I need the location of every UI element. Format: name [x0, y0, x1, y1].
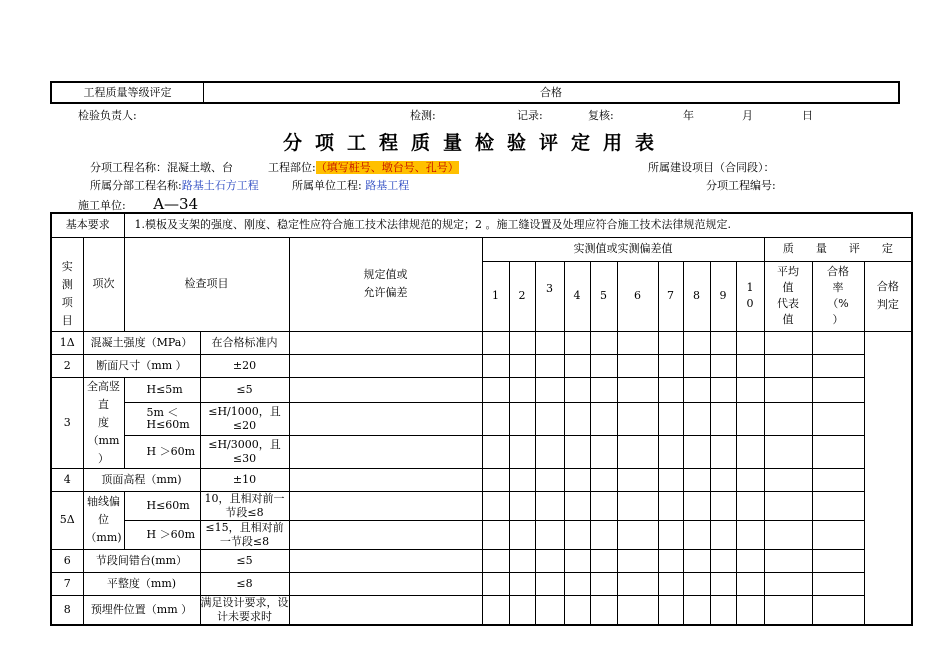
measure-cell[interactable] [590, 377, 617, 403]
measure-cell[interactable] [617, 468, 658, 491]
measure-cell[interactable] [736, 491, 764, 520]
measure-cell[interactable] [812, 549, 864, 572]
check-item: 轴线偏位 （mm) [83, 491, 124, 549]
measure-cell[interactable] [590, 491, 617, 520]
unit-value: 路基工程 [365, 179, 410, 192]
check-condition: H ＞60m [124, 435, 200, 468]
review-label: 复核: [588, 109, 614, 122]
measure-col-3: 3 [535, 261, 564, 331]
table-row [51, 520, 912, 549]
table-row [51, 549, 912, 572]
measure-cell[interactable] [658, 520, 683, 549]
check-item: 顶面高程（mm) [83, 468, 200, 491]
measure-cell[interactable] [812, 354, 864, 377]
inspector-label: 检验负责人: [78, 109, 137, 122]
measure-cell[interactable] [658, 435, 683, 468]
unit-label: 所属单位工程: [292, 179, 362, 192]
measure-cell[interactable] [812, 468, 864, 491]
basic-req-text: 1.模板及支架的强度、刚度、稳定性应符合施工技术法律规范的规定；2 。施工缝设置及处理应符合施工技术法律规范规定. [124, 213, 912, 237]
spec-value: ±20 [200, 354, 289, 377]
measure-cell[interactable] [590, 468, 617, 491]
measure-cell[interactable] [764, 549, 812, 572]
measure-cell[interactable] [764, 331, 812, 354]
measure-cell[interactable] [289, 435, 482, 468]
measure-cell[interactable] [289, 331, 482, 354]
measure-cell[interactable] [812, 403, 864, 436]
measure-cell[interactable] [509, 491, 535, 520]
record-label: 记录: [517, 109, 543, 122]
measure-cell[interactable] [710, 377, 736, 403]
col-spec: 规定值或 允许偏差 [289, 237, 482, 331]
item-no: 1Δ [51, 331, 83, 354]
measure-cell[interactable] [617, 403, 658, 436]
measure-cell[interactable] [710, 549, 736, 572]
measure-cell[interactable] [812, 377, 864, 403]
part-value: （填写桩号、墩台号、孔号） [315, 161, 459, 174]
measure-cell[interactable] [736, 354, 764, 377]
measure-cell[interactable] [535, 520, 564, 549]
division-label: 所属分部工程名称: [90, 179, 182, 192]
measure-cell[interactable] [564, 491, 590, 520]
measure-cell[interactable] [564, 403, 590, 436]
measure-cell[interactable] [658, 331, 683, 354]
measure-cell[interactable] [764, 468, 812, 491]
page-title: 分项工程质量检验评定用表 [282, 132, 667, 154]
division-value: 路基土石方工程 [181, 179, 259, 192]
measure-cell[interactable] [812, 435, 864, 468]
item-no: 5Δ [51, 491, 83, 549]
measure-cell[interactable] [564, 520, 590, 549]
measure-cell[interactable] [482, 572, 509, 595]
measure-cell[interactable] [683, 403, 710, 436]
measure-cell[interactable] [683, 377, 710, 403]
check-condition: H ＞60m [124, 520, 200, 549]
measure-cell[interactable] [564, 331, 590, 354]
measure-cell[interactable] [710, 491, 736, 520]
table-row [51, 403, 912, 436]
measure-cell[interactable] [812, 595, 864, 625]
measure-cell[interactable] [564, 549, 590, 572]
measure-cell[interactable] [590, 435, 617, 468]
measure-cell[interactable] [289, 549, 482, 572]
measure-cell[interactable] [535, 491, 564, 520]
measure-cell[interactable] [710, 572, 736, 595]
measure-cell[interactable] [482, 403, 509, 436]
grade-label: 工程质量等级评定 [52, 83, 204, 102]
measure-cell[interactable] [710, 331, 736, 354]
measure-cell[interactable] [535, 468, 564, 491]
check-item: 预埋件位置（mm ） [83, 595, 200, 625]
header-row-1 [51, 237, 912, 261]
measure-cell[interactable] [683, 595, 710, 625]
measure-cell[interactable] [535, 549, 564, 572]
measure-col-10: 1 0 [736, 261, 764, 331]
table-row [51, 491, 912, 520]
measure-cell[interactable] [509, 595, 535, 625]
sub-no-label: 分项工程编号: [706, 179, 776, 192]
table-row [51, 377, 912, 403]
measure-cell[interactable] [289, 572, 482, 595]
inspection-table [50, 212, 913, 626]
measure-cell[interactable] [617, 595, 658, 625]
measure-cell[interactable] [764, 572, 812, 595]
spec-value: ≤8 [200, 572, 289, 595]
item-no: 4 [51, 468, 83, 491]
col-quality: 质 量 评 定 [764, 237, 912, 261]
measure-cell[interactable] [564, 572, 590, 595]
check-item: 混凝土强度（MPa） [83, 331, 200, 354]
measure-cell[interactable] [736, 595, 764, 625]
measure-cell[interactable] [289, 520, 482, 549]
measure-cell[interactable] [590, 354, 617, 377]
measure-cell[interactable] [658, 549, 683, 572]
measure-cell[interactable] [482, 354, 509, 377]
contractor-label: 施工单位: [78, 199, 126, 212]
measure-cell[interactable] [564, 595, 590, 625]
measure-cell[interactable] [658, 595, 683, 625]
measure-cell[interactable] [564, 468, 590, 491]
measure-cell[interactable] [812, 491, 864, 520]
measure-cell[interactable] [764, 403, 812, 436]
measure-cell[interactable] [535, 403, 564, 436]
measure-cell[interactable] [683, 354, 710, 377]
measure-cell[interactable] [482, 468, 509, 491]
grade-value: 合格 [540, 86, 562, 99]
spec-value: ≤H/3000，且≤30 [200, 435, 289, 468]
table-row [51, 595, 912, 625]
measure-cell[interactable] [764, 595, 812, 625]
check-item: 节段间错台(mm） [83, 549, 200, 572]
measure-cell[interactable] [710, 403, 736, 436]
detect-label: 检测: [410, 109, 436, 122]
measure-cell[interactable] [617, 520, 658, 549]
measure-cell[interactable] [710, 354, 736, 377]
measured-label: 实 测 项 目 [51, 237, 83, 331]
measure-cell[interactable] [590, 520, 617, 549]
item-no: 8 [51, 595, 83, 625]
part-label: 工程部位: [268, 161, 316, 174]
day-label: 日 [802, 109, 813, 122]
contractor-value: A—34 [153, 195, 199, 213]
check-item: 平整度（mm) [83, 572, 200, 595]
measure-cell[interactable] [482, 491, 509, 520]
col-judge: 合格 判定 [864, 261, 912, 331]
measure-cell[interactable] [736, 520, 764, 549]
measure-cell[interactable] [482, 520, 509, 549]
measure-cell[interactable] [617, 354, 658, 377]
measure-cell[interactable] [617, 572, 658, 595]
basic-req-label: 基本要求 [51, 213, 124, 237]
measure-cell[interactable] [590, 549, 617, 572]
measure-cell[interactable] [683, 520, 710, 549]
measure-cell[interactable] [736, 468, 764, 491]
measure-col-5: 5 [590, 261, 617, 331]
measure-cell[interactable] [509, 377, 535, 403]
table-row [51, 331, 912, 354]
check-item: 全高竖直 度 （mm ） [83, 377, 124, 468]
measure-cell[interactable] [617, 435, 658, 468]
measure-cell[interactable] [812, 331, 864, 354]
measure-cell[interactable] [535, 595, 564, 625]
measure-cell[interactable] [289, 403, 482, 436]
measure-cell[interactable] [289, 354, 482, 377]
measure-cell[interactable] [509, 549, 535, 572]
measure-cell[interactable] [509, 520, 535, 549]
measure-cell[interactable] [535, 572, 564, 595]
measure-cell[interactable] [482, 377, 509, 403]
measure-cell[interactable] [736, 572, 764, 595]
measure-cell[interactable] [764, 354, 812, 377]
measure-cell[interactable] [736, 549, 764, 572]
measure-cell[interactable] [617, 549, 658, 572]
measure-col-9: 9 [710, 261, 736, 331]
item-no: 7 [51, 572, 83, 595]
col-check-item: 检查项目 [124, 237, 289, 331]
measure-cell[interactable] [736, 403, 764, 436]
measure-cell[interactable] [289, 468, 482, 491]
measure-cell[interactable] [764, 491, 812, 520]
col-rate: 合格 率 （% ） [812, 261, 864, 331]
item-no: 6 [51, 549, 83, 572]
measure-cell[interactable] [509, 572, 535, 595]
measure-cell[interactable] [289, 377, 482, 403]
table-row [51, 435, 912, 468]
measure-cell[interactable] [535, 435, 564, 468]
measure-col-1: 1 [482, 261, 509, 331]
spec-value: ≤5 [200, 377, 289, 403]
measure-cell[interactable] [683, 435, 710, 468]
measure-cell[interactable] [658, 572, 683, 595]
measure-cell[interactable] [658, 468, 683, 491]
measure-cell[interactable] [710, 468, 736, 491]
measure-cell[interactable] [482, 435, 509, 468]
measure-col-2: 2 [509, 261, 535, 331]
project-label: 所属建设项目（合同段）： [648, 161, 775, 174]
spec-value: ≤5 [200, 549, 289, 572]
table-row [51, 354, 912, 377]
measure-cell[interactable] [509, 403, 535, 436]
col-avg: 平均 值 代表 值 [764, 261, 812, 331]
spec-value: 在合格标准内 [200, 331, 289, 354]
check-condition: 5m ＜ H≤60m [124, 403, 200, 436]
spec-value: ≤H/1000，且≤20 [200, 403, 289, 436]
sub-name-label: 分项工程名称： [90, 161, 167, 174]
measure-cell[interactable] [710, 520, 736, 549]
measure-cell[interactable] [482, 595, 509, 625]
measure-cell[interactable] [736, 331, 764, 354]
measure-cell[interactable] [509, 354, 535, 377]
item-no: 3 [51, 377, 83, 468]
measure-cell[interactable] [710, 435, 736, 468]
measure-cell[interactable] [812, 520, 864, 549]
year-label: 年 [683, 109, 694, 122]
measure-cell[interactable] [736, 377, 764, 403]
spec-value: 满足设计要求，设计未要求时 [200, 595, 289, 623]
measure-col-7: 7 [658, 261, 683, 331]
col-measured: 实测值或实测偏差值 [482, 237, 764, 261]
measure-cell[interactable] [564, 377, 590, 403]
measure-cell[interactable] [617, 331, 658, 354]
spec-value: ≤15，且相对前一节段≤8 [200, 520, 289, 549]
spec-value: ±10 [200, 468, 289, 491]
measure-cell[interactable] [658, 491, 683, 520]
measure-cell[interactable] [509, 331, 535, 354]
measure-cell[interactable] [617, 491, 658, 520]
measure-cell[interactable] [289, 595, 482, 625]
sub-name-value: 混凝土墩、台 [167, 161, 233, 174]
measure-cell[interactable] [564, 435, 590, 468]
check-condition: H≤5m [124, 377, 200, 403]
measure-cell[interactable] [535, 354, 564, 377]
measure-cell[interactable] [509, 468, 535, 491]
measure-cell[interactable] [658, 377, 683, 403]
table-row [51, 468, 912, 491]
measure-cell[interactable] [482, 331, 509, 354]
measure-cell[interactable] [764, 520, 812, 549]
measure-cell[interactable] [764, 435, 812, 468]
measure-cell[interactable] [590, 572, 617, 595]
measure-cell[interactable] [535, 377, 564, 403]
measure-cell[interactable] [736, 435, 764, 468]
check-item: 断面尺寸（mm ） [83, 354, 200, 377]
measure-cell[interactable] [764, 377, 812, 403]
check-condition: H≤60m [124, 491, 200, 520]
measure-cell[interactable] [812, 572, 864, 595]
measure-cell[interactable] [683, 468, 710, 491]
col-item-no: 项次 [83, 237, 124, 331]
measure-cell[interactable] [535, 331, 564, 354]
measure-col-8: 8 [683, 261, 710, 331]
measure-cell[interactable] [289, 491, 482, 520]
item-no: 2 [51, 354, 83, 377]
measure-cell[interactable] [710, 595, 736, 625]
table-row [51, 572, 912, 595]
measure-cell[interactable] [590, 595, 617, 625]
measure-col-6: 6 [617, 261, 658, 331]
measure-cell[interactable] [590, 331, 617, 354]
measure-cell[interactable] [683, 549, 710, 572]
measure-cell[interactable] [683, 331, 710, 354]
measure-cell[interactable] [509, 435, 535, 468]
spec-value: 10，且相对前一节段≤8 [200, 491, 289, 520]
measure-cell[interactable] [683, 572, 710, 595]
measure-cell[interactable] [590, 403, 617, 436]
measure-cell[interactable] [658, 403, 683, 436]
month-label: 月 [742, 109, 753, 122]
measure-col-4: 4 [564, 261, 590, 331]
measure-cell[interactable] [564, 354, 590, 377]
measure-cell[interactable] [617, 377, 658, 403]
measure-cell[interactable] [658, 354, 683, 377]
basic-req-row [51, 213, 912, 237]
measure-cell[interactable] [683, 491, 710, 520]
measure-cell[interactable] [482, 549, 509, 572]
